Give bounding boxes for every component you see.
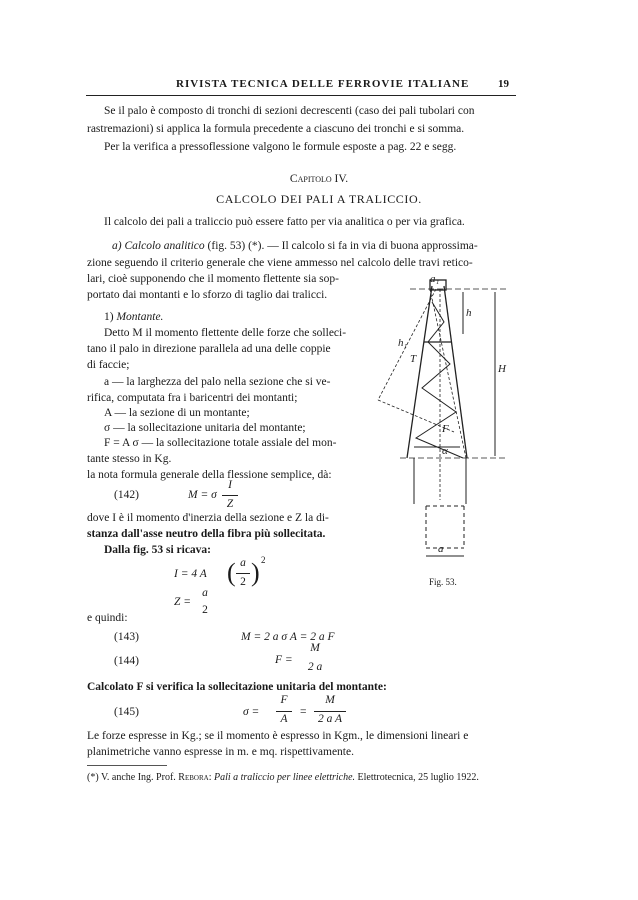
equation-number-145: (145) <box>114 706 139 718</box>
paragraph-methods: Il calcolo dei pali a traliccio può essere fatto per via analitica o per via grafica. <box>104 216 465 228</box>
eq144-numerator: M <box>310 642 320 654</box>
eq145-frac1-bar <box>276 711 292 712</box>
chapter-label: Capitolo IV. <box>289 173 349 185</box>
eqI-fraction-bar <box>236 573 250 574</box>
definition-line: σ — la sollecitazione unitaria del montante; <box>104 422 306 434</box>
label-a1: a₁ <box>430 273 440 285</box>
figure-caption: Fig. 53. <box>429 577 457 587</box>
eqI-left-paren: ( <box>227 558 236 587</box>
definition-line: di faccie; <box>87 359 130 371</box>
eqI-right-paren: ) <box>251 558 260 587</box>
definition-line: la nota formula generale della flessione semplice, dà: <box>87 469 332 481</box>
eq142-fraction-bar <box>222 495 238 496</box>
page-number: 19 <box>498 78 509 90</box>
paragraph-line: portato dai montanti e lo sforzo di taglio dai tralicci. <box>87 289 328 301</box>
label-T: T <box>410 353 417 365</box>
final-line: Le forze espresse in Kg.; se il momento è espresso in Kgm., le dimensioni lineari e <box>87 730 469 742</box>
intro-line-1: Se il palo è composto di tronchi di sezioni decrescenti (caso dei pali tubolari con <box>104 105 475 117</box>
eq143-expression: M = 2 a σ A = 2 a F <box>241 631 335 643</box>
definition-line: tano il palo in direzione parallela ad una delle coppie <box>87 343 331 355</box>
eqI-exponent: 2 <box>261 555 266 565</box>
dalla-fig-line: Dalla fig. 53 si ricava: <box>104 544 211 556</box>
paragraph-line: zione seguendo il criterio generale che viene ammesso nel calcolo delle travi retico- <box>87 257 473 269</box>
eq145-frac2-den: 2 a A <box>317 713 343 725</box>
eqI-numerator: a <box>240 557 246 569</box>
lattice-pole-diagram <box>370 272 516 572</box>
eq145-frac2-bar <box>314 711 346 712</box>
intro-line-2: rastremazioni) si applica la formula precedente a ciascuno dei tronchi e si somma. <box>87 123 465 135</box>
footnote: (*) V. anche Ing. Prof. Rebora: Pali a traliccio per linee elettriche. Elettrotecnica, 25 luglio 1922. <box>87 772 479 783</box>
paragraph-analitico: a) Calcolo analitico (fig. 53) (*). — Il calcolo si fa in via di buona approssima- <box>112 240 478 252</box>
eqI-denominator: 2 <box>240 576 246 588</box>
eq142-numerator: I <box>228 479 232 491</box>
definition-line: rifica, computata fra i baricentri dei montanti; <box>87 392 298 404</box>
label-a: a <box>438 543 444 555</box>
after-142-line: dove I è il momento d'inerzia della sezione e Z la di- <box>87 512 329 524</box>
chapter-title: CALCOLO DEI PALI A TRALICCIO. <box>216 192 422 206</box>
definition-line: Detto M il momento flettente delle forze che solleci- <box>104 327 347 339</box>
equation-number-144: (144) <box>114 655 139 667</box>
eq145-equals: = <box>300 706 307 718</box>
label-h: h <box>466 307 472 319</box>
eq145-frac1-den: A <box>280 713 288 725</box>
label-F: F <box>442 423 449 435</box>
header-rule <box>86 95 516 96</box>
eq145-frac1-num: F <box>280 694 288 706</box>
equation-number-142: (142) <box>114 489 139 501</box>
eq142-lhs: M = σ <box>188 489 217 501</box>
e-quindi: e quindi: <box>87 612 128 624</box>
definition-line: tante stesso in Kg. <box>87 453 172 465</box>
equation-number-143: (143) <box>114 631 139 643</box>
definition-line: F = A σ — la sollecitazione totale assiale del mon- <box>104 437 337 449</box>
eqI-lhs: I = 4 A <box>174 568 207 580</box>
montante-left <box>407 286 432 458</box>
eq142-denominator: Z <box>226 498 234 510</box>
running-header-title: RIVISTA TECNICA DELLE FERROVIE ITALIANE <box>176 78 470 90</box>
label-H: H <box>498 363 506 375</box>
label-alpha: α <box>442 445 448 457</box>
section-montante-heading: 1) Montante. <box>104 311 164 323</box>
footnote-rule <box>87 765 167 766</box>
eq144-denominator: 2 a <box>307 661 323 673</box>
definition-line: A — la sezione di un montante; <box>104 407 250 419</box>
eq144-lhs: F = <box>275 654 293 666</box>
label-h1: h₁ <box>398 337 408 349</box>
figure-53 <box>370 272 516 577</box>
paragraph-line: lari, cioè supponendo che il momento flettente sia sop- <box>87 273 339 285</box>
intro-line-3: Per la verifica a pressoflessione valgono le formule esposte a pag. 22 e segg. <box>104 141 457 153</box>
eq145-frac2-num: M <box>325 694 335 706</box>
final-line: planimetriche vanno espresse in m. e mq. rispettivamente. <box>87 746 354 758</box>
eqZ-denominator: 2 <box>202 604 208 616</box>
definition-line: a — la larghezza del palo nella sezione che si ve- <box>104 376 331 388</box>
eqZ-numerator: a <box>202 587 208 599</box>
after-142-line: stanza dall'asse neutro della fibra più sollecitata. <box>87 528 326 540</box>
calcolato-line: Calcolato F si verifica la sollecitazione unitaria del montante: <box>87 681 387 693</box>
eqZ-lhs: Z = <box>174 596 192 608</box>
eq145-lhs: σ = <box>243 706 260 718</box>
